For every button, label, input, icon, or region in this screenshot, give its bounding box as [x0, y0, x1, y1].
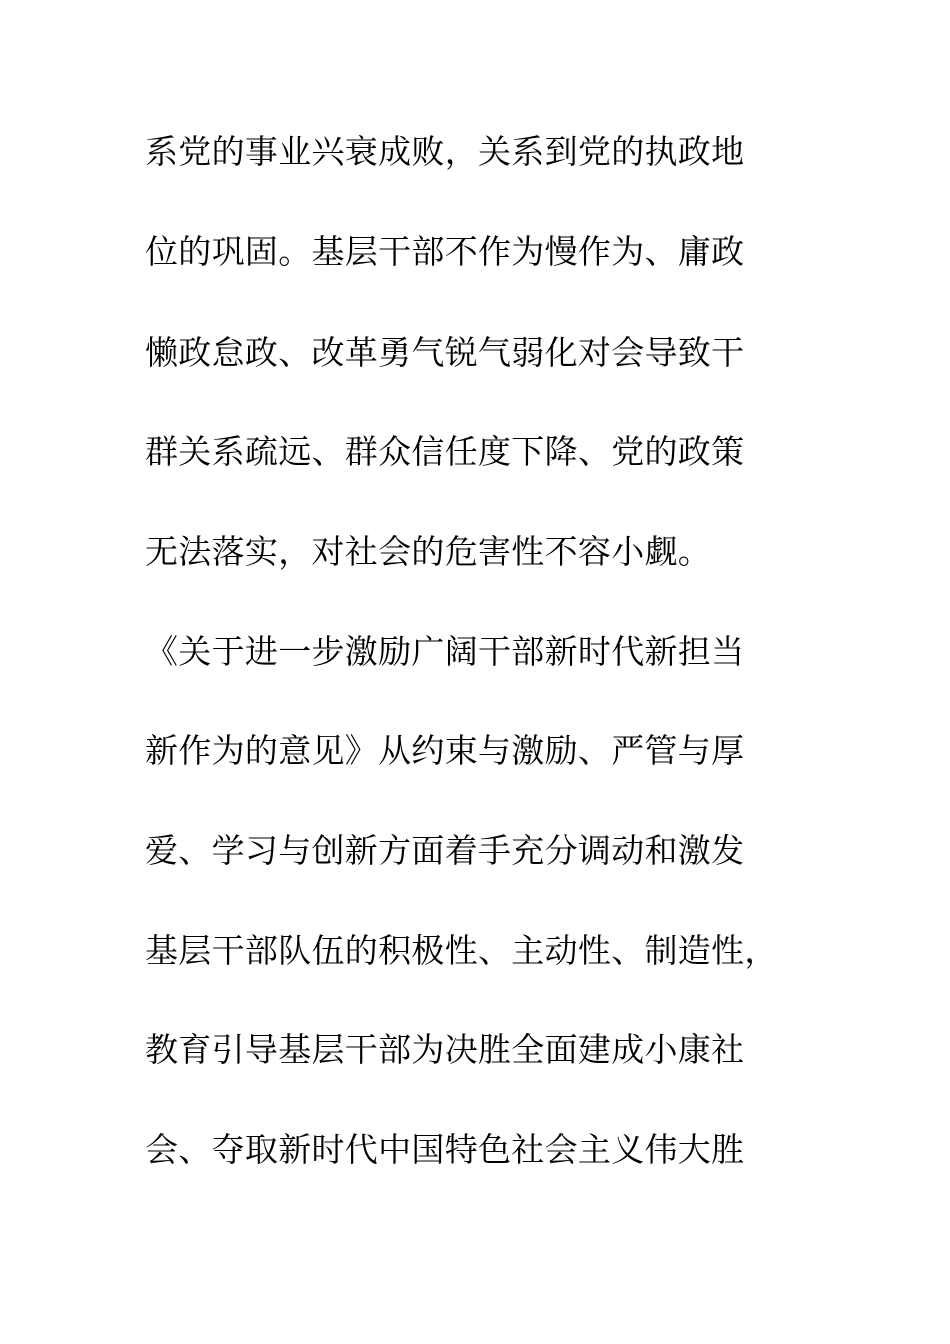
- text-line: 群关系疏远、群众信任度下降、党的政策: [145, 432, 745, 471]
- text-line: 爱、学习与创新方面着手充分调动和激发: [145, 831, 745, 870]
- text-line: 无法落实，对社会的危害性不容小觑。: [145, 532, 712, 571]
- text-line: 基层干部队伍的积极性、主动性、制造性，: [145, 931, 778, 970]
- text-line: 系党的事业兴衰成败，关系到党的执政地: [145, 132, 745, 171]
- text-line: 《关于进一步激励广阔干部新时代新担当: [145, 632, 745, 671]
- text-line: 会、夺取新时代中国特色社会主义伟大胜: [145, 1130, 745, 1169]
- text-line: 教育引导基层干部为决胜全面建成小康社: [145, 1030, 745, 1069]
- text-line: 位的巩固。基层干部不作为慢作为、庸政: [145, 232, 745, 271]
- text-line: 懒政怠政、改革勇气锐气弱化对会导致干: [145, 333, 745, 372]
- text-line: 新作为的意见》从约束与激励、严管与厚: [145, 731, 745, 770]
